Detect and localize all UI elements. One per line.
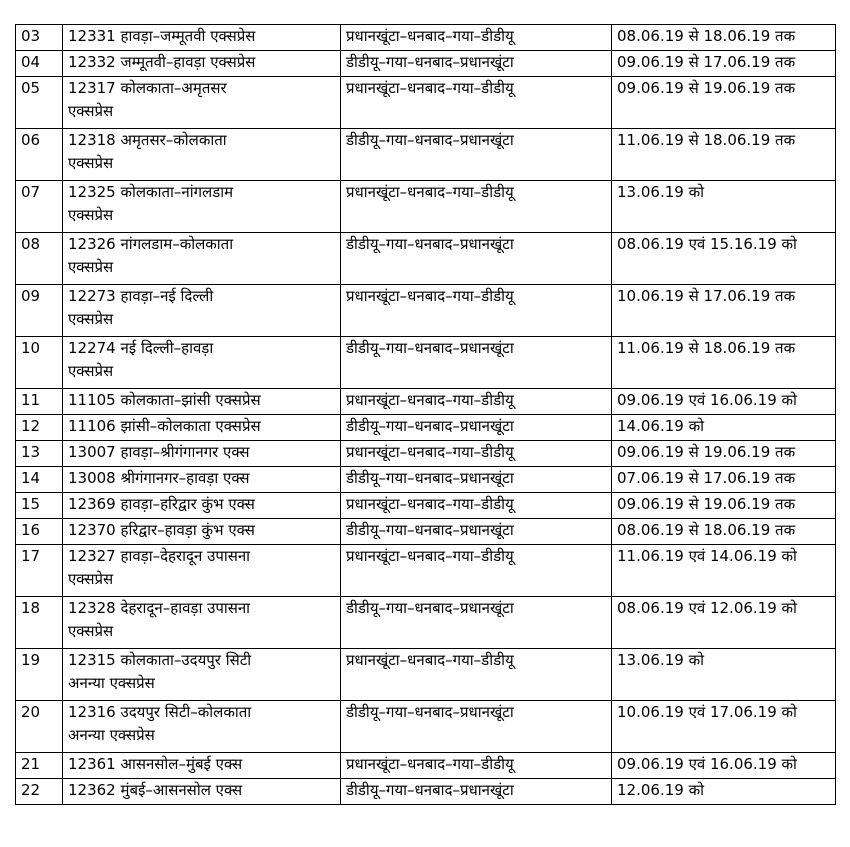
train-name-line: 12317 कोलकाता–अमृतसर xyxy=(68,79,227,97)
serial-number: 15 xyxy=(21,495,41,513)
serial-number: 13 xyxy=(21,443,41,461)
train-name-cell xyxy=(63,493,341,519)
serial-number: 12 xyxy=(21,417,41,435)
serial-number-cell xyxy=(16,545,63,597)
route-cell xyxy=(341,519,612,545)
date-range: 12.06.19 को xyxy=(617,781,704,799)
date-range: 09.06.19 से 17.06.19 तक xyxy=(617,53,796,71)
serial-number-cell xyxy=(16,337,63,389)
route-cell xyxy=(341,389,612,415)
date-range: 13.06.19 को xyxy=(617,183,704,201)
date-range: 08.06.19 एवं 15.16.19 को xyxy=(617,235,797,253)
date-cell xyxy=(612,467,836,493)
train-name-line: 12327 हावड़ा–देहरादून उपासना xyxy=(68,547,251,565)
train-name-cell xyxy=(63,753,341,779)
route-cell xyxy=(341,467,612,493)
date-cell xyxy=(612,389,836,415)
train-name-line: एक्सप्रेस xyxy=(68,206,114,224)
train-name-line: 12315 कोलकाता–उदयपुर सिटी xyxy=(68,651,252,669)
date-range: 07.06.19 से 17.06.19 तक xyxy=(617,469,796,487)
train-name-cell xyxy=(63,337,341,389)
train-name-line: एक्सप्रेस xyxy=(68,362,114,380)
table-row xyxy=(16,77,836,129)
date-range: 09.06.19 से 19.06.19 तक xyxy=(617,79,796,97)
date-range: 08.06.19 से 18.06.19 तक xyxy=(617,521,796,539)
train-name-line: 12332 जम्मूतवी–हावड़ा एक्सप्रेस xyxy=(68,53,256,71)
train-name-line: 12369 हावड़ा–हरिद्वार कुंभ एक्स xyxy=(68,495,255,513)
route-cell xyxy=(341,649,612,701)
train-name-cell xyxy=(63,233,341,285)
train-name-cell xyxy=(63,389,341,415)
train-name-line: 12274 नई दिल्ली–हावड़ा xyxy=(68,339,214,357)
route-cell xyxy=(341,25,612,51)
train-name-line: 12328 देहरादून–हावड़ा उपासना xyxy=(68,599,251,617)
serial-number: 17 xyxy=(21,547,41,565)
table-row xyxy=(16,51,836,77)
train-name-line: 12362 मुंबई–आसनसोल एक्स xyxy=(68,781,243,799)
table-row xyxy=(16,337,836,389)
route-cell xyxy=(341,753,612,779)
route-text: प्रधानखूंटा–धनबाद–गया–डीडीयू xyxy=(346,287,514,305)
table-row xyxy=(16,493,836,519)
date-cell xyxy=(612,519,836,545)
train-name-line: 11106 झांसी–कोलकाता एक्सप्रेस xyxy=(68,417,261,435)
table-body xyxy=(16,25,836,805)
train-name-line: 12370 हरिद्वार–हावड़ा कुंभ एक्स xyxy=(68,521,255,539)
date-cell xyxy=(612,25,836,51)
date-range: 09.06.19 एवं 16.06.19 को xyxy=(617,391,797,409)
serial-number: 11 xyxy=(21,391,41,409)
serial-number-cell xyxy=(16,181,63,233)
serial-number: 21 xyxy=(21,755,41,773)
date-cell xyxy=(612,649,836,701)
serial-number-cell xyxy=(16,25,63,51)
date-cell xyxy=(612,129,836,181)
train-name-line: 12325 कोलकाता–नांगलडाम xyxy=(68,183,234,201)
serial-number-cell xyxy=(16,51,63,77)
serial-number-cell xyxy=(16,701,63,753)
date-range: 14.06.19 को xyxy=(617,417,704,435)
date-cell xyxy=(612,337,836,389)
route-text: प्रधानखूंटा–धनबाद–गया–डीडीयू xyxy=(346,27,514,45)
table-row xyxy=(16,129,836,181)
serial-number: 16 xyxy=(21,521,41,539)
serial-number-cell xyxy=(16,77,63,129)
table-row xyxy=(16,415,836,441)
serial-number-cell xyxy=(16,649,63,701)
serial-number: 09 xyxy=(21,287,41,305)
route-cell xyxy=(341,701,612,753)
table-row xyxy=(16,441,836,467)
date-range: 11.06.19 एवं 14.06.19 को xyxy=(617,547,797,565)
route-cell xyxy=(341,415,612,441)
table-row xyxy=(16,545,836,597)
route-text: प्रधानखूंटा–धनबाद–गया–डीडीयू xyxy=(346,547,514,565)
table-row xyxy=(16,181,836,233)
route-text: प्रधानखूंटा–धनबाद–गया–डीडीयू xyxy=(346,79,514,97)
date-range: 11.06.19 से 18.06.19 तक xyxy=(617,131,796,149)
train-name-line: एक्सप्रेस xyxy=(68,310,114,328)
serial-number-cell xyxy=(16,441,63,467)
route-cell xyxy=(341,181,612,233)
route-text: प्रधानखूंटा–धनबाद–गया–डीडीयू xyxy=(346,183,514,201)
train-name-line: 12273 हावड़ा–नई दिल्ली xyxy=(68,287,214,305)
date-range: 10.06.19 एवं 17.06.19 को xyxy=(617,703,797,721)
date-range: 10.06.19 से 17.06.19 तक xyxy=(617,287,796,305)
table-row xyxy=(16,597,836,649)
date-cell xyxy=(612,285,836,337)
serial-number-cell xyxy=(16,285,63,337)
table-row xyxy=(16,389,836,415)
serial-number: 10 xyxy=(21,339,41,357)
train-name-line: 12316 उदयपुर सिटी–कोलकाता xyxy=(68,703,252,721)
route-text: प्रधानखूंटा–धनबाद–गया–डीडीयू xyxy=(346,495,514,513)
route-text: डीडीयू–गया–धनबाद–प्रधानखूंटा xyxy=(346,521,514,539)
serial-number: 05 xyxy=(21,79,41,97)
serial-number-cell xyxy=(16,129,63,181)
train-name-line: 13007 हावड़ा–श्रीगंगानगर एक्स xyxy=(68,443,250,461)
table-row xyxy=(16,233,836,285)
route-text: डीडीयू–गया–धनबाद–प्रधानखूंटा xyxy=(346,417,514,435)
route-cell xyxy=(341,441,612,467)
table-row xyxy=(16,285,836,337)
serial-number: 03 xyxy=(21,27,41,45)
date-cell xyxy=(612,597,836,649)
train-name-cell xyxy=(63,649,341,701)
train-name-cell xyxy=(63,779,341,805)
date-cell xyxy=(612,181,836,233)
date-cell xyxy=(612,753,836,779)
serial-number: 22 xyxy=(21,781,41,799)
serial-number: 08 xyxy=(21,235,41,253)
table-row xyxy=(16,467,836,493)
table-row xyxy=(16,779,836,805)
table-row xyxy=(16,25,836,51)
route-cell xyxy=(341,597,612,649)
route-text: डीडीयू–गया–धनबाद–प्रधानखूंटा xyxy=(346,339,514,357)
train-name-line: एक्सप्रेस xyxy=(68,102,114,120)
train-name-cell xyxy=(63,77,341,129)
route-cell xyxy=(341,779,612,805)
date-range: 09.06.19 एवं 16.06.19 को xyxy=(617,755,797,773)
serial-number: 20 xyxy=(21,703,41,721)
serial-number: 04 xyxy=(21,53,41,71)
train-name-cell xyxy=(63,25,341,51)
train-name-cell xyxy=(63,441,341,467)
date-cell xyxy=(612,493,836,519)
table-row xyxy=(16,701,836,753)
date-range: 09.06.19 से 19.06.19 तक xyxy=(617,495,796,513)
route-cell xyxy=(341,545,612,597)
route-cell xyxy=(341,77,612,129)
route-cell xyxy=(341,51,612,77)
serial-number: 14 xyxy=(21,469,41,487)
train-name-cell xyxy=(63,129,341,181)
train-name-line: 12361 आसनसोल–मुंबई एक्स xyxy=(68,755,243,773)
serial-number-cell xyxy=(16,233,63,285)
train-name-cell xyxy=(63,415,341,441)
route-cell xyxy=(341,233,612,285)
table-row xyxy=(16,753,836,779)
serial-number-cell xyxy=(16,753,63,779)
route-text: डीडीयू–गया–धनबाद–प्रधानखूंटा xyxy=(346,781,514,799)
date-range: 13.06.19 को xyxy=(617,651,704,669)
serial-number-cell xyxy=(16,415,63,441)
date-cell xyxy=(612,415,836,441)
date-cell xyxy=(612,779,836,805)
date-cell xyxy=(612,51,836,77)
train-name-line: 12318 अमृतसर–कोलकाता xyxy=(68,131,227,149)
date-range: 11.06.19 से 18.06.19 तक xyxy=(617,339,796,357)
route-cell xyxy=(341,337,612,389)
serial-number-cell xyxy=(16,519,63,545)
date-cell xyxy=(612,545,836,597)
serial-number-cell xyxy=(16,467,63,493)
serial-number: 18 xyxy=(21,599,41,617)
route-text: डीडीयू–गया–धनबाद–प्रधानखूंटा xyxy=(346,599,514,617)
table-row xyxy=(16,649,836,701)
train-name-line: 11105 कोलकाता–झांसी एक्सप्रेस xyxy=(68,391,261,409)
table-row xyxy=(16,519,836,545)
date-cell xyxy=(612,701,836,753)
route-text: प्रधानखूंटा–धनबाद–गया–डीडीयू xyxy=(346,391,514,409)
route-text: डीडीयू–गया–धनबाद–प्रधानखूंटा xyxy=(346,131,514,149)
route-text: प्रधानखूंटा–धनबाद–गया–डीडीयू xyxy=(346,443,514,461)
route-text: प्रधानखूंटा–धनबाद–गया–डीडीयू xyxy=(346,755,514,773)
date-range: 08.06.19 से 18.06.19 तक xyxy=(617,27,796,45)
route-text: डीडीयू–गया–धनबाद–प्रधानखूंटा xyxy=(346,53,514,71)
train-name-cell xyxy=(63,51,341,77)
train-schedule-table xyxy=(15,24,836,805)
train-name-cell xyxy=(63,545,341,597)
train-name-line: 12331 हावड़ा–जम्मूतवी एक्सप्रेस xyxy=(68,27,256,45)
route-cell xyxy=(341,493,612,519)
serial-number: 06 xyxy=(21,131,41,149)
route-text: डीडीयू–गया–धनबाद–प्रधानखूंटा xyxy=(346,469,514,487)
train-name-cell xyxy=(63,701,341,753)
train-name-line: एक्सप्रेस xyxy=(68,622,114,640)
train-name-cell xyxy=(63,181,341,233)
date-range: 09.06.19 से 19.06.19 तक xyxy=(617,443,796,461)
serial-number-cell xyxy=(16,389,63,415)
serial-number: 19 xyxy=(21,651,41,669)
train-name-line: अनन्या एक्सप्रेस xyxy=(68,726,155,744)
date-cell xyxy=(612,233,836,285)
train-name-line: 12326 नांगलडाम–कोलकाता xyxy=(68,235,234,253)
route-text: प्रधानखूंटा–धनबाद–गया–डीडीयू xyxy=(346,651,514,669)
route-text: डीडीयू–गया–धनबाद–प्रधानखूंटा xyxy=(346,703,514,721)
route-cell xyxy=(341,129,612,181)
train-name-line: अनन्या एक्सप्रेस xyxy=(68,674,155,692)
date-cell xyxy=(612,441,836,467)
serial-number-cell xyxy=(16,779,63,805)
route-text: डीडीयू–गया–धनबाद–प्रधानखूंटा xyxy=(346,235,514,253)
train-name-line: एक्सप्रेस xyxy=(68,570,114,588)
train-name-cell xyxy=(63,467,341,493)
date-range: 08.06.19 एवं 12.06.19 को xyxy=(617,599,797,617)
train-name-line: एक्सप्रेस xyxy=(68,154,114,172)
serial-number-cell xyxy=(16,493,63,519)
train-name-line: एक्सप्रेस xyxy=(68,258,114,276)
serial-number-cell xyxy=(16,597,63,649)
train-name-cell xyxy=(63,519,341,545)
date-cell xyxy=(612,77,836,129)
train-name-cell xyxy=(63,597,341,649)
serial-number: 07 xyxy=(21,183,41,201)
route-cell xyxy=(341,285,612,337)
train-name-cell xyxy=(63,285,341,337)
train-name-line: 13008 श्रीगंगानगर–हावड़ा एक्स xyxy=(68,469,250,487)
